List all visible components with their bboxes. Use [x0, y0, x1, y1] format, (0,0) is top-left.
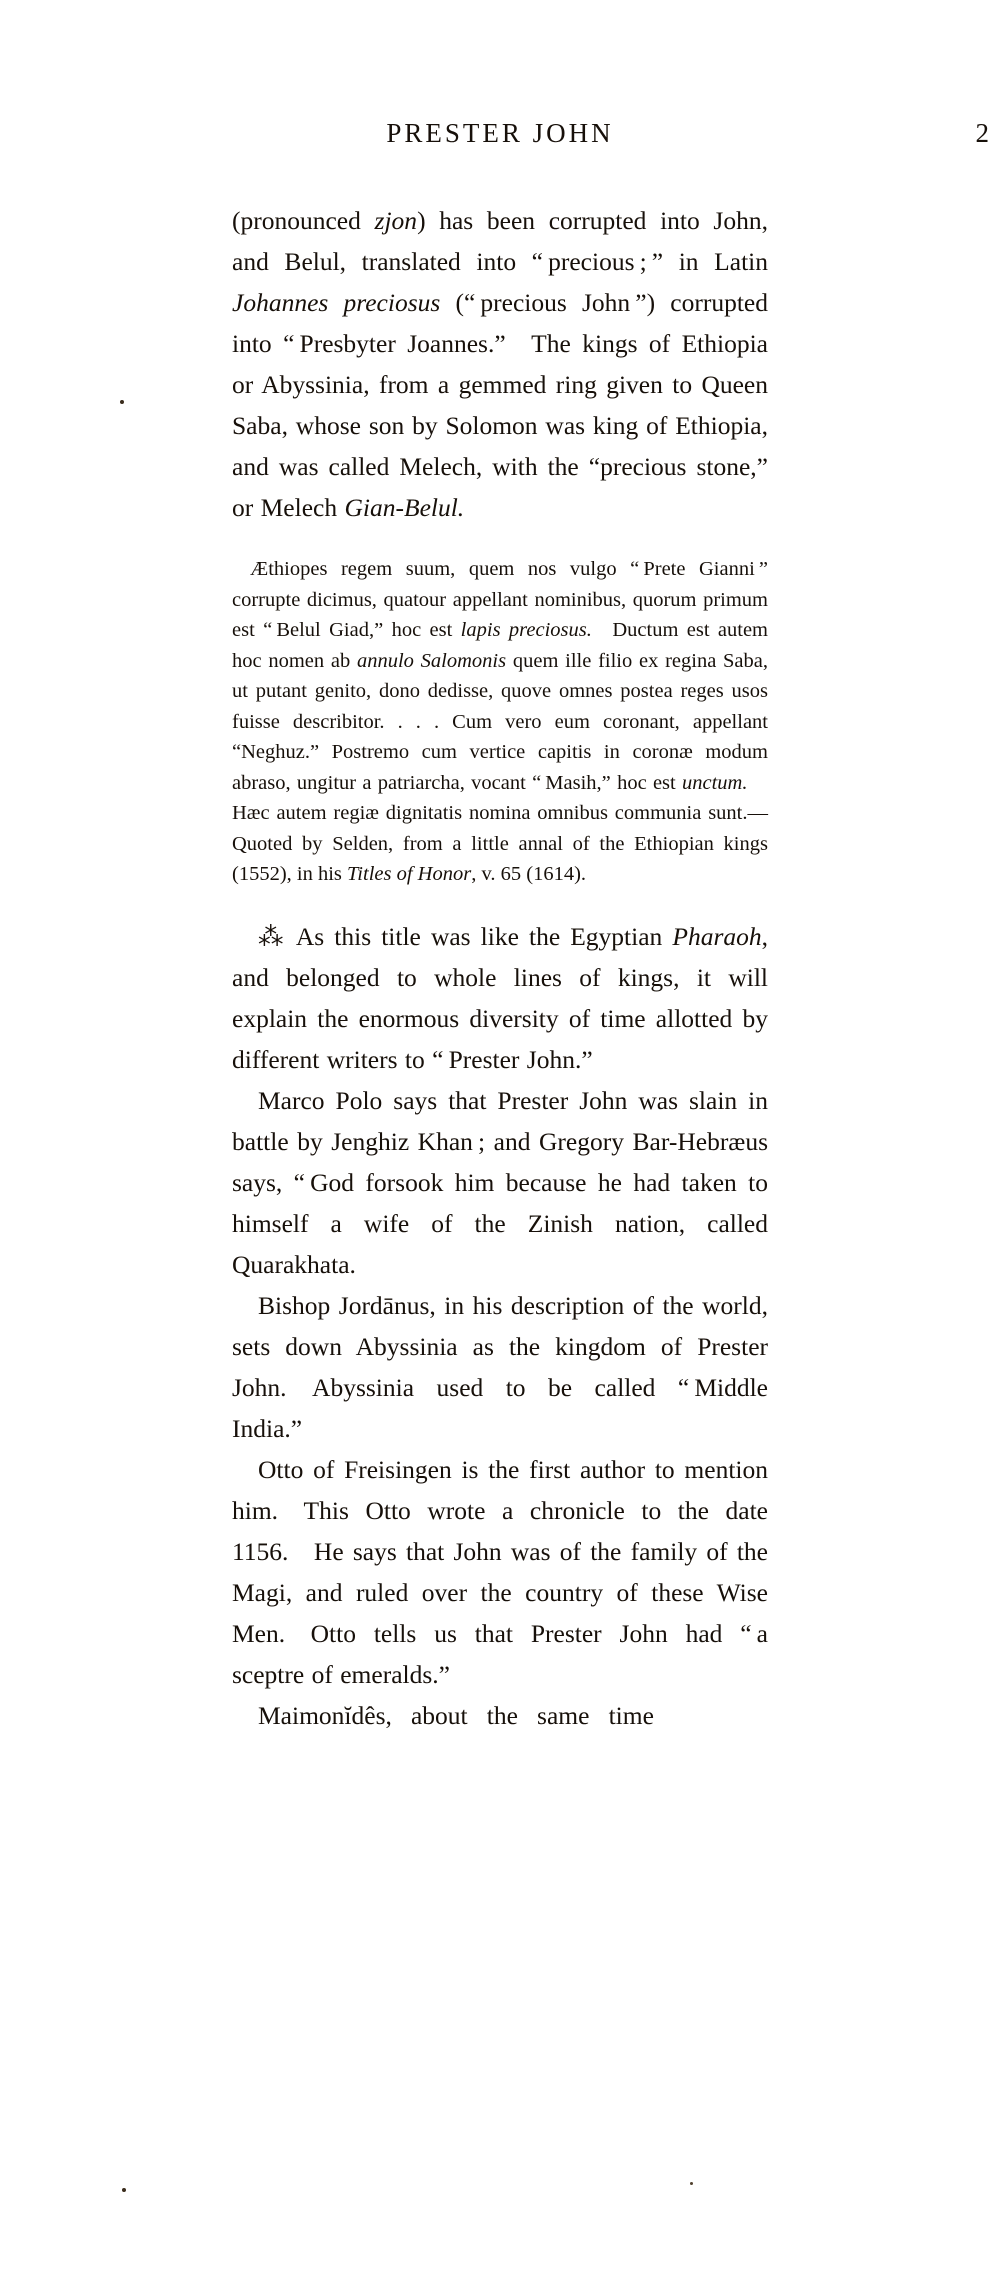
paragraph-7: Maimonĭdês, about the same time [258, 1700, 654, 1730]
foreign-term-zjon: zjon [374, 206, 418, 235]
paragraph-4: Marco Polo says that Prester John was slain in battle by Jenghiz Khan ; and Gregory Bar-Hebræus says, “ God forsook him because he had taken to himself a wife of the Zinish nation, called Quarakhata. [232, 1085, 768, 1279]
term-pharaoh: Pharaoh [672, 921, 762, 951]
page-number: 2 [975, 118, 990, 148]
latin-phrase-johannes-preciosus: Johannes preciosus [232, 288, 441, 317]
latin-annulo-salomonis: annulo Salomonis [356, 649, 507, 672]
page-header [0, 118, 1000, 158]
term-gian-belul: Gian-Belul. [344, 493, 465, 522]
latin-lapis-preciosus: lapis preciosus. [460, 619, 592, 641]
paragraph-1: (pronounced zjon) has been corrupted into John, and Belul, translated into “ precious ; ” in Latin Johannes preciosus (“ precious John ”) corrupted into “ Presbyter Joannes.” The kings of Ethiopia or Abyssinia, from a gemmed ring given to Queen Saba, whose son by Solomon was king of Ethiopia, and was called Melech, with the “precious stone,” or Melech Gian-Belul. [232, 206, 768, 522]
paragraph-3: ⁂ As this title was like the Egyptian Pharaoh, and belonged to whole lines of kings, it will explain the enormous diversity of time allotted by different writers to “ Prester John.” [232, 921, 769, 1074]
page-speck [690, 2182, 693, 2185]
margin-speck-bottom [122, 2188, 126, 2192]
asterism-mark: ⁂ [258, 921, 288, 951]
text-column [232, 200, 768, 1736]
citation-titles-of-honor: Titles of Honor [347, 863, 472, 885]
paragraph-2-latin-quote: Æthiopes regem suum, quem nos vulgo “ Prete Gianni ” corrupte dicimus, quatour appellant nominibus, quorum primum est “ Belul Giad,” hoc est lapis preciosus. Ductum est autem hoc nomen ab annulo Salomonis quem ille filio ex regina Saba, ut putant genito, dono dedisse, quove omnes postea reges usos fuisse describitor. . . . Cum vero eum coronant, appellant “Neghuz.” Postremo cum vertice capitis in coronæ modum abraso, ungitur a patriarcha, vocant “ Masih,” hoc est unctum. Hæc autem regiæ dignitatis nomina omnibus communia sunt.—Quoted by Selden, from a little annal of the Ethiopian kings (1552), in his Titles of Honor, v. 65 (1614). [232, 558, 769, 885]
paragraph-6: Otto of Freisingen is the first author to mention him. This Otto wrote a chronicle to the date 1156. He says that John was of the family of the Magi, and ruled over the country of these Wise Men. Otto tells us that Prester John had “ a sceptre of emeralds.” [232, 1454, 768, 1689]
margin-speck-left [120, 400, 124, 404]
paragraph-5: Bishop Jordānus, in his description of the world, sets down Abyssinia as the kingdom of Prester John. Abyssinia used to be called “ Middle India.” [232, 1290, 768, 1443]
running-head: PRESTER JOHN [386, 118, 614, 148]
latin-unctum: unctum. [682, 771, 748, 794]
